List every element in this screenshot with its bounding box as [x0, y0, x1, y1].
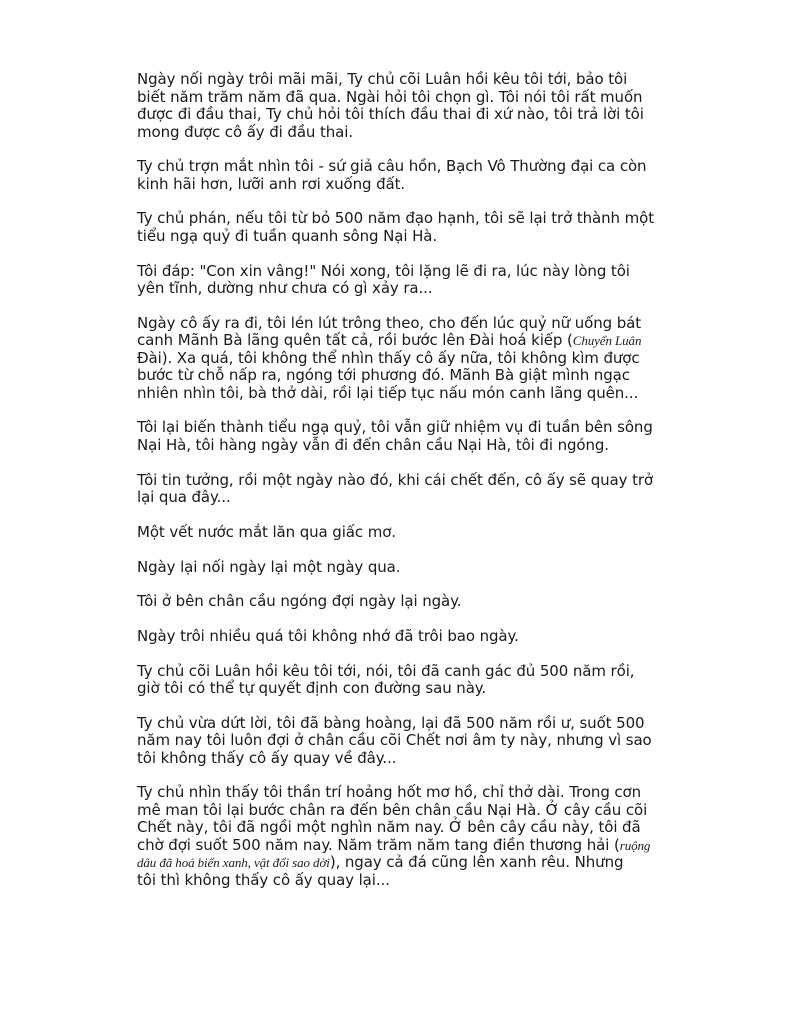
text-line: tôi thì không thấy cô ấy quay lại... [137, 870, 390, 889]
paragraph-4 [137, 263, 697, 298]
text-line: yên tĩnh, dường như chưa có gì xảy ra... [137, 279, 433, 298]
text-segment: ), ngay cả đá cũng lên xanh rêu. Nhưng [329, 853, 624, 872]
text-line: Tôi tin tưởng, rồi một ngày nào đó, khi cái chết đến, cô ấy sẽ quay trở [137, 470, 653, 489]
paragraph-10 [137, 593, 697, 611]
text-segment: chờ đợi suốt 500 năm nay. Năm trăm năm tang điền thương hải ( [137, 835, 620, 854]
paragraph-8 [137, 524, 697, 542]
text-segment: Đài [137, 348, 162, 367]
text-line: tiểu ngạ quỷ đi tuần quanh sông Nại Hà. [137, 226, 438, 245]
paragraph-6 [137, 419, 697, 454]
paragraph-9 [137, 559, 697, 577]
paragraph-7 [137, 472, 697, 507]
text-line: bước từ chỗ nấp ra, ngóng tới phương đó. Mãnh Bà giật mình ngạc [137, 366, 630, 385]
paragraph-5 [137, 315, 697, 403]
text-line: Một vết nước mắt lăn qua giấc mơ. [137, 522, 396, 541]
text-line: Tôi ở bên chân cầu ngóng đợi ngày lại ngày. [137, 592, 462, 611]
paragraph-1 [137, 71, 697, 141]
text-line: Tôi lại biến thành tiểu ngạ quỷ, tôi vẫn giữ nhiệm vụ đi tuần bên sông [137, 418, 653, 437]
text-line [137, 350, 697, 368]
text-segment: canh Mãnh Bà lãng quên tất cả, rồi bước lên Đài hoá kiếp ( [137, 331, 573, 350]
text-line: mong được cô ấy đi đầu thai. [137, 122, 353, 141]
text-line: Ty chủ vừa dứt lời, tôi đã bàng hoàng, lại đã 500 năm rồi ư, suốt 500 [137, 713, 645, 732]
text-line [137, 837, 697, 855]
text-line: Ngày trôi nhiều quá tôi không nhớ đã trôi bao ngày. [137, 626, 519, 645]
paragraph-12 [137, 663, 697, 698]
text-line: Ngày lại nối ngày lại một ngày qua. [137, 557, 401, 576]
text-line: Chết này, tôi đã ngồi một nghìn năm nay. Ở bên cây cầu này, tôi đã [137, 818, 641, 837]
text-line: kinh hãi hơn, lưỡi anh rơi xuống đất. [137, 174, 406, 193]
text-line: Ty chủ cõi Luân hồi kêu tôi tới, nói, tôi đã canh gác đủ 500 năm rồi, [137, 661, 635, 680]
text-line [137, 854, 697, 872]
text-line: giờ tôi có thể tự quyết định con đường sau này. [137, 679, 487, 698]
paragraph-11 [137, 628, 697, 646]
paragraph-3 [137, 210, 697, 245]
text-line: nhiên nhìn tôi, bà thở dài, rồi lại tiếp tục nấu món canh lãng quên... [137, 383, 639, 402]
text-line: năm nay tôi luôn đợi ở chân cầu cõi Chết nơi âm ty này, nhưng vì sao [137, 731, 652, 750]
text-line: được đi đầu thai, Ty chủ hỏi tôi thích đầu thai đi xứ nào, tôi trả lời tôi [137, 105, 644, 123]
text-line: Ty chủ phán, nếu tôi từ bỏ 500 năm đạo hạnh, tôi sẽ lại trở thành một [137, 209, 655, 228]
text-line: Ty chủ nhìn thấy tôi thần trí hoảng hốt mơ hồ, chỉ thở dài. Trong cơn [137, 783, 642, 802]
text-line: Ngày cô ấy ra đi, tôi lén lút trông theo, cho đến lúc quỷ nữ uống bát [137, 313, 642, 332]
annotation-note: Chuyển Luân [572, 333, 642, 349]
paragraph-13 [137, 715, 697, 768]
annotation-note: ruộng [619, 837, 651, 853]
text-line: Tôi đáp: "Con xin vâng!" Nói xong, tôi lặng lẽ đi ra, lúc này lòng tôi [137, 261, 630, 280]
paragraph-14 [137, 784, 697, 889]
text-line [137, 332, 697, 350]
text-line: Ngày nối ngày trôi mãi mãi, Ty chủ cõi Luân hồi kêu tôi tới, bảo tôi [137, 70, 628, 88]
text-line: Nại Hà, tôi hàng ngày vẫn đi đến chân cầu Nại Hà, tôi đi ngóng. [137, 435, 609, 454]
text-segment: ). Xa quá, tôi không thể nhìn thấy cô ấy nữa, tôi không kìm được [161, 348, 640, 367]
text-line: lại qua đây... [137, 488, 231, 507]
paragraph-2 [137, 158, 697, 193]
text-line: biết năm trăm năm đã qua. Ngài hỏi tôi chọn gì. Tôi nói tôi rất muốn [137, 87, 643, 106]
annotation-note: dâu đã hoá biển xanh, vật đổi sao dời [137, 855, 330, 871]
document-page [137, 71, 697, 907]
text-line: Ty chủ trợn mắt nhìn tôi - sứ giả câu hồn, Bạch Vô Thường đại ca còn [137, 157, 647, 176]
text-line: tôi không thấy cô ấy quay về đây... [137, 748, 397, 767]
text-line: mê man tôi lại bước chân ra đến bên chân cầu Nại Hà. Ở cây cầu cõi [137, 800, 648, 819]
